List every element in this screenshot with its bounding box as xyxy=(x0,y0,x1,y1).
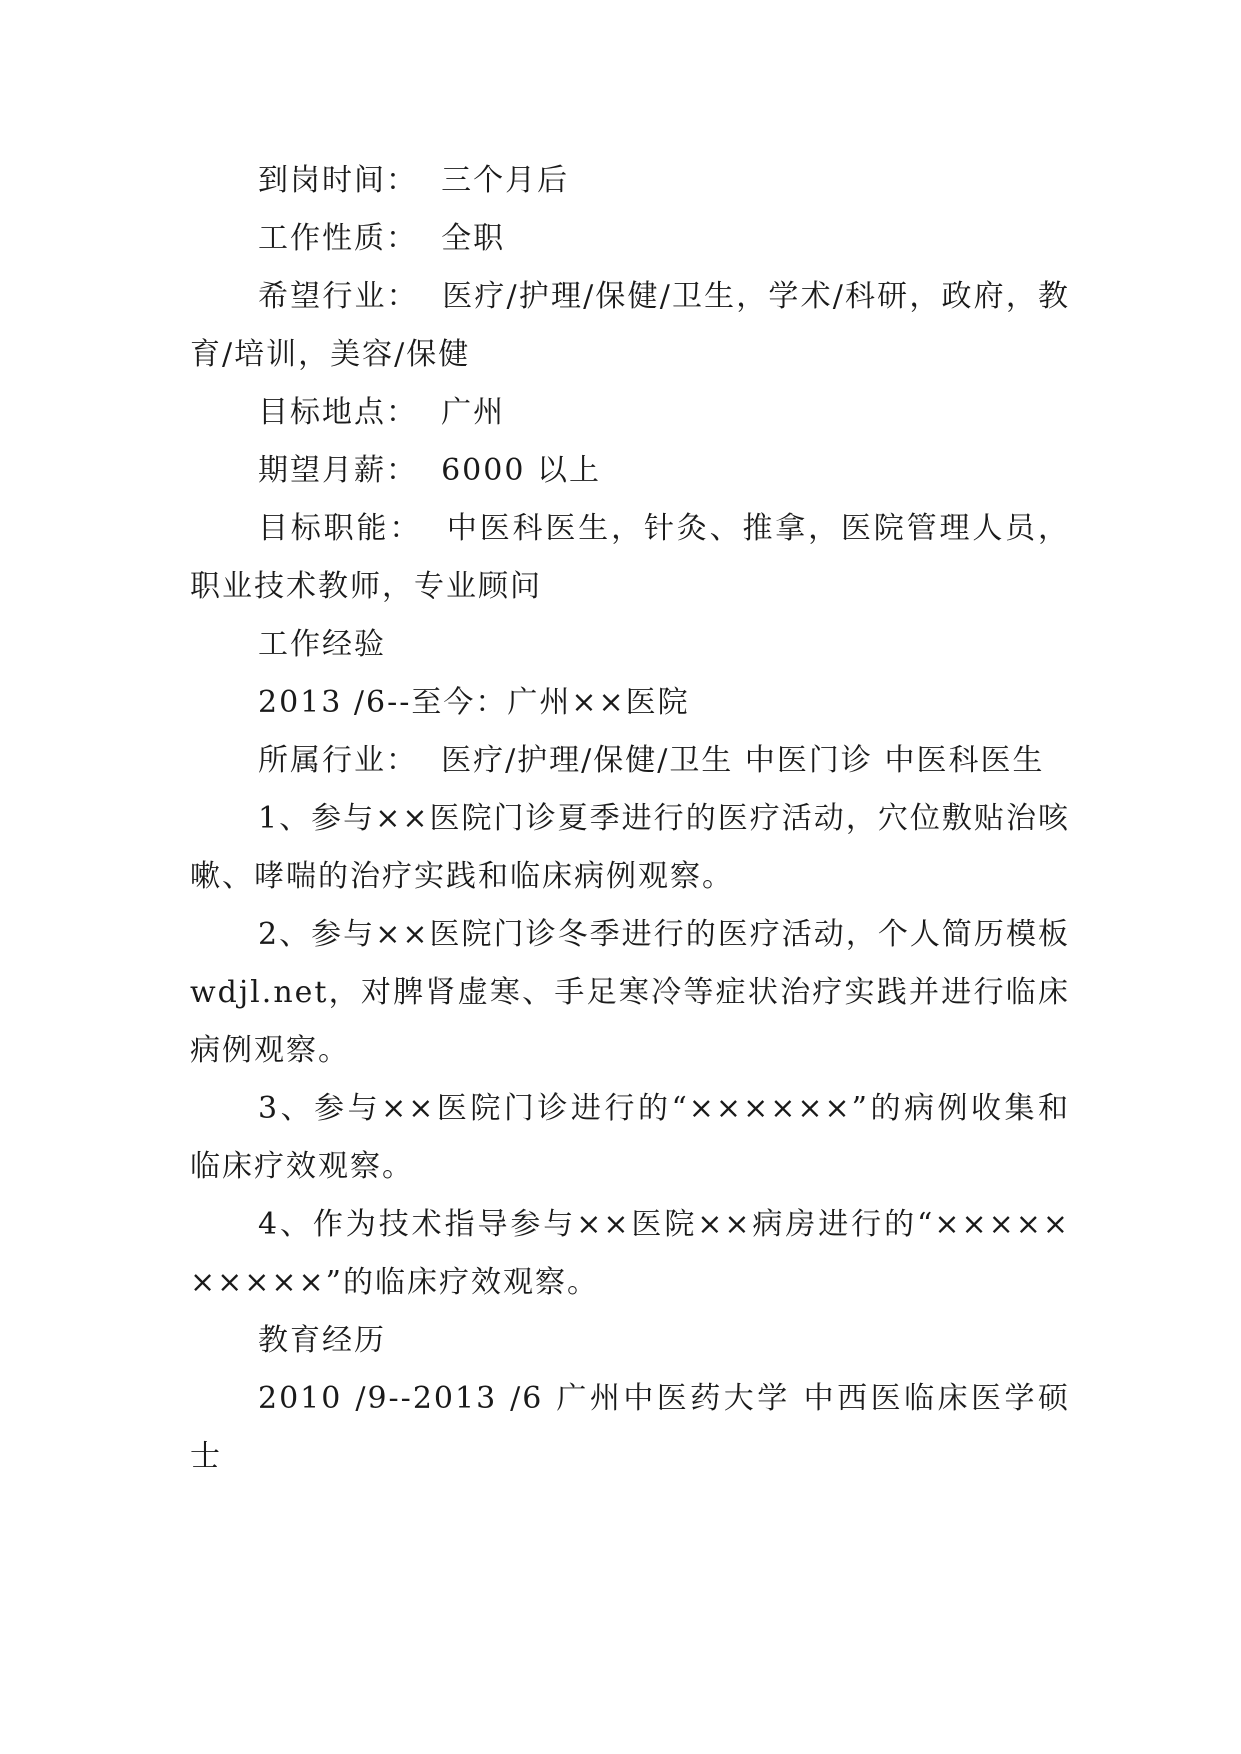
employment-industry-line: 所属行业： 医疗/护理/保健/卫生 中医门诊 中医科医生 xyxy=(258,743,1045,778)
availability-line: 到岗时间： 三个月后 xyxy=(258,163,570,198)
document-page xyxy=(190,152,1082,1486)
job-type-line: 工作性质： 全职 xyxy=(258,221,506,256)
education-entry: 2010 /9--2013 /6 广州中医药大学 中西医临床医学硕士 xyxy=(190,1381,1070,1474)
experience-item-3: 3、参与××医院门诊进行的“××××××”的病例收集和临床疗效观察。 xyxy=(190,1091,1070,1184)
experience-item-1: 1、参与××医院门诊夏季进行的医疗活动，穴位敷贴治咳嗽、哮喘的治疗实践和临床病例观察。 xyxy=(190,801,1070,894)
target-location-line: 目标地点： 广州 xyxy=(258,395,506,430)
employment-period-line: 2013 /6--至今：广州××医院 xyxy=(258,685,690,720)
target-function-line: 目标职能： 中医科医生，针灸、推拿，医院管理人员，职业技术教师，专业顾问 xyxy=(190,511,1070,604)
experience-item-2: 2、参与××医院门诊冬季进行的医疗活动，个人简历模板 wdjl.net，对脾肾虚寒、手足寒冷等症状治疗实践并进行临床病例观察。 xyxy=(190,917,1082,1068)
education-heading: 教育经历 xyxy=(258,1323,386,1358)
expected-salary-line: 期望月薪： 6000 以上 xyxy=(258,453,601,488)
experience-item-4: 4、作为技术指导参与××医院××病房进行的“××××××××××”的临床疗效观察。 xyxy=(190,1207,1070,1300)
work-experience-heading: 工作经验 xyxy=(258,627,386,662)
desired-industry-line: 希望行业： 医疗/护理/保健/卫生，学术/科研，政府，教育/培训，美容/保健 xyxy=(190,279,1070,372)
